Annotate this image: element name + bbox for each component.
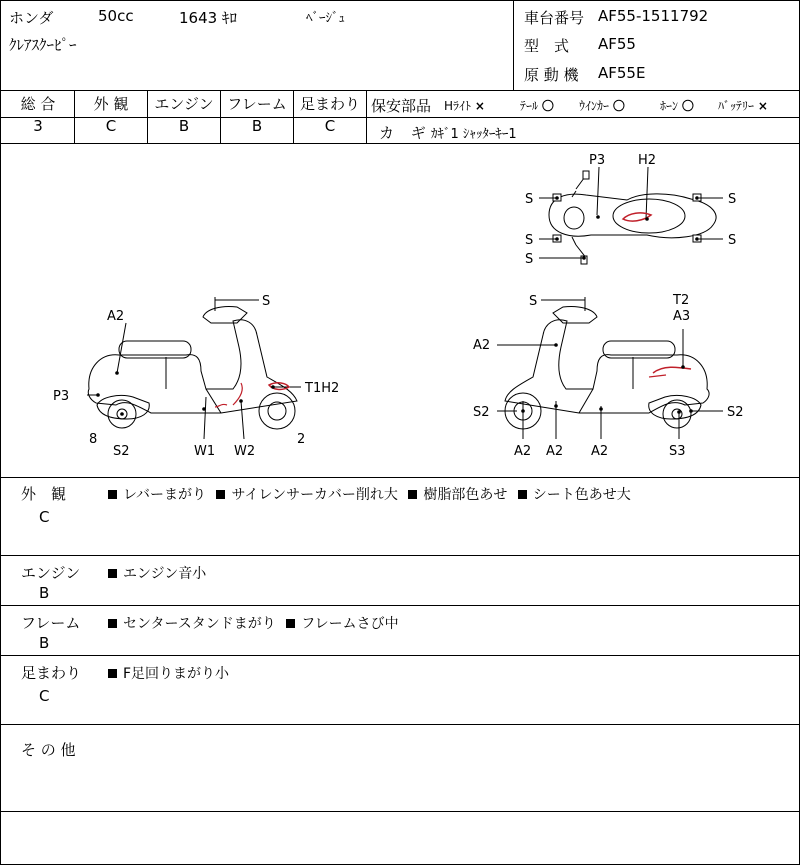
section-other-title: そ の 他 — [21, 741, 76, 759]
section-frame-title: フレーム — [21, 614, 81, 632]
grades-top-border — [1, 90, 799, 91]
frame-number-label: 車台番号 — [524, 9, 585, 27]
section-engine-notes — [108, 563, 212, 583]
label-right-s2-left: S2 — [473, 405, 490, 420]
frame-number: AF55-1511792 — [598, 7, 709, 25]
label-top-s-l2: S — [525, 233, 534, 248]
section-exterior-notes — [108, 484, 637, 504]
bullet-square-icon — [286, 619, 295, 628]
list-item: フレームさび中 — [286, 616, 398, 632]
mileage: 1643 ｷﾛ — [179, 9, 237, 27]
bullet-square-icon — [408, 490, 417, 499]
security-battery: ﾊﾞｯﾃﾘｰ × — [718, 99, 768, 113]
grade-exterior-label: 外 観 — [93, 95, 129, 113]
label-right-t2: T2 — [673, 293, 690, 308]
label-left-s2: S2 — [113, 444, 130, 459]
label-left-8: 8 — [89, 432, 98, 447]
model-name: ｸﾚｱｽｸｰﾋﾟｰ — [9, 36, 77, 54]
security-tail: ﾃｰﾙ 〇 — [520, 99, 554, 113]
label-top-s-r1: S — [728, 192, 737, 207]
section-suspension-grade: C — [39, 687, 50, 705]
security-mid-border — [366, 117, 799, 118]
bullet-square-icon — [216, 490, 225, 499]
section-frame-grade: B — [39, 634, 50, 652]
section-exterior-grade: C — [39, 508, 50, 526]
bullet-square-icon — [108, 619, 117, 628]
body-color: ﾍﾞｰｼﾞｭ — [306, 11, 345, 26]
displacement: 50cc — [98, 7, 134, 25]
section-engine-title: エンジン — [21, 564, 81, 582]
label-right-a2-b1: A2 — [514, 444, 532, 459]
label-left-a2: A2 — [107, 309, 125, 324]
grade-suspension-value: C — [324, 117, 336, 135]
label-right-a3: A3 — [673, 309, 691, 324]
label-left-p3: P3 — [53, 389, 70, 404]
grade-engine-label: エンジン — [154, 95, 214, 113]
section-engine-grade: B — [39, 584, 50, 602]
label-right-a2-top: A2 — [473, 338, 491, 353]
label-top-h2: H2 — [638, 153, 657, 168]
grade-engine-value: B — [178, 117, 190, 135]
security-headlight: Hﾗｲﾄ × — [444, 99, 485, 113]
label-left-w2: W2 — [234, 444, 256, 459]
section-suspension-title: 足まわり — [21, 664, 82, 682]
label-right-s3: S3 — [669, 444, 686, 459]
section-exterior-title: 外 観 — [21, 485, 67, 503]
label-left-t1h2: T1H2 — [305, 381, 340, 396]
scooter-top-view — [539, 167, 723, 264]
list-item: シート色あせ大 — [518, 487, 631, 503]
engine-label: 原 動 機 — [524, 66, 579, 84]
type-value: AF55 — [598, 35, 636, 53]
list-item: サイレンサーカバー削れ大 — [216, 487, 397, 503]
label-right-s: S — [529, 294, 538, 309]
list-item: エンジン音小 — [108, 566, 206, 582]
label-right-a2-b2: A2 — [546, 444, 564, 459]
label-top-s-r2: S — [728, 233, 737, 248]
label-left-w1: W1 — [194, 444, 216, 459]
label-right-s2-right: S2 — [727, 405, 744, 420]
damage-diagram — [1, 144, 799, 478]
security-horn: ﾎｰﾝ 〇 — [660, 99, 694, 113]
list-item: 樹脂部色あせ — [408, 487, 507, 503]
engine-value: AF55E — [598, 64, 646, 82]
header-divider — [513, 1, 514, 90]
grade-frame-value: B — [251, 117, 263, 135]
maker: ホンダ — [9, 9, 54, 27]
grade-suspension-label: 足まわり — [299, 95, 360, 113]
section-frame-notes — [108, 613, 405, 633]
bullet-square-icon — [108, 569, 117, 578]
grade-exterior-value: C — [105, 117, 117, 135]
label-top-p3: P3 — [589, 153, 606, 168]
label-left-2: 2 — [297, 432, 306, 447]
security-label: 保安部品 — [371, 97, 432, 115]
list-item: センタースタンドまがり — [108, 616, 276, 632]
security-winker: ｳｲﾝｶｰ 〇 — [579, 99, 625, 113]
bullet-square-icon — [108, 669, 117, 678]
bullet-square-icon — [518, 490, 527, 499]
section-suspension-notes — [108, 663, 235, 683]
key-label: カ ギ — [379, 124, 426, 142]
list-item: F足回りまがり小 — [108, 666, 229, 682]
grade-frame-label: フレーム — [227, 95, 287, 113]
list-item: レバーまがり — [108, 487, 206, 503]
label-right-a2-b3: A2 — [591, 444, 609, 459]
label-left-s: S — [262, 294, 271, 309]
grade-overall-label: 総 合 — [20, 95, 56, 113]
grade-overall-value: 3 — [33, 117, 43, 135]
type-label: 型 式 — [524, 37, 570, 55]
label-top-s-l3: S — [525, 252, 534, 267]
bullet-square-icon — [108, 490, 117, 499]
label-top-s-l1: S — [525, 192, 534, 207]
key-value: ｶｷﾞ1 ｼｬｯﾀｰｷｰ1 — [431, 127, 517, 142]
